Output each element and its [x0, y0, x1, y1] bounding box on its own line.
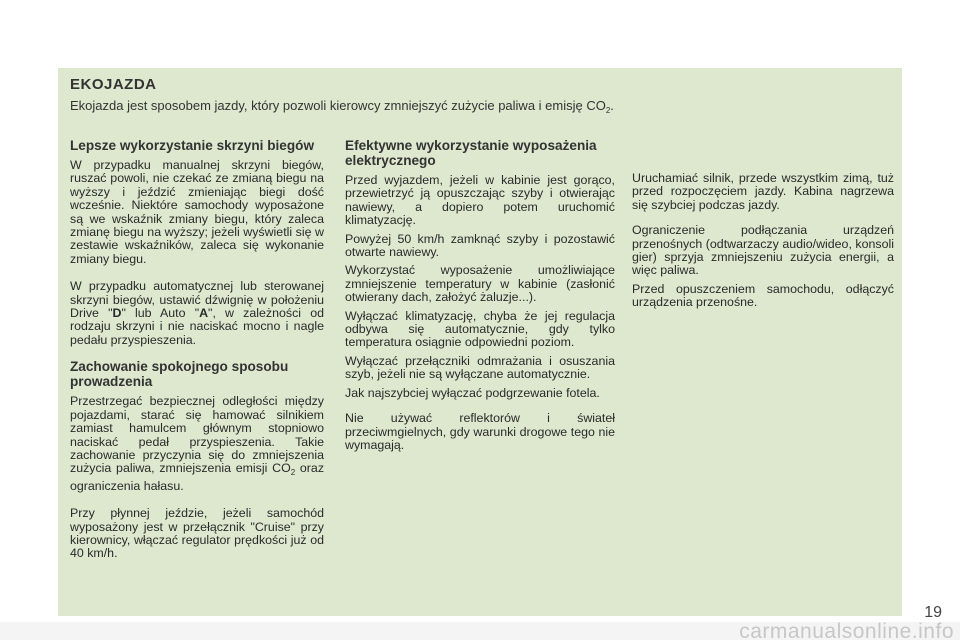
- paragraph: W przypadku manualnej skrzyni biegów, ruszać powoli, nie czekać ze zmianą biegu na wyższy i jeździć zmieniając biegi dość wcześnie. Niektóre samochody wyposażone są we wskaźnik zmiany biegu, który zaleca zmianę biegu na wyższy; jeżeli wyświetli się w zestawie wskaźników, zaleca się wykonanie zmiany biegu.: [70, 158, 324, 266]
- paragraph: Uruchamiać silnik, przede wszystkim zimą, tuż przed rozpoczęciem jazdy. Kabina nagrzewa się szybciej podczas jazdy.: [632, 171, 894, 212]
- column-electrical-continued: [632, 172, 894, 310]
- paragraph: Jak najszybciej wyłączać podgrzewanie fotela.: [345, 385, 600, 400]
- subscript: 2: [290, 468, 296, 478]
- column-gearbox: [70, 138, 324, 561]
- page-title: EKOJAZDA: [70, 76, 157, 93]
- paragraph: Przed wyjazdem, jeżeli w kabinie jest gorąco, przewietrzyć ją opuszczając szyby i otwierając nawiewy, a dopiero potem uruchomić klimatyzację.: [345, 173, 615, 228]
- paragraph: W przypadku automatycznej lub sterowanej skrzyni biegów, ustawić dźwignię w położeniu Drive "D" lub Auto "A", w zależności od rodzaju skrzyni i nie naciskać mocno i nagle pedału przyspieszenia.: [70, 279, 324, 347]
- paragraph: Wyłączać przełączniki odmrażania i osuszania szyb, jeżeli nie są wyłączane automatycznie.: [345, 353, 615, 382]
- page-number: 19: [924, 604, 942, 621]
- subscript: 2: [605, 106, 611, 115]
- paragraph: Nie używać reflektorów i świateł przeciwmgielnych, gdy warunki drogowe tego nie wymagają.: [345, 411, 615, 452]
- watermark: carmanualsonline.info: [739, 620, 954, 643]
- paragraph: Powyżej 50 km/h zamknąć szyby i pozostawić otwarte nawiewy.: [345, 231, 615, 260]
- paragraph: Przy płynnej jeździe, jeżeli samochód wyposażony jest w przełącznik "Cruise" przy kierownicy, włączać regulator prędkości już od 40 km/h.: [70, 506, 324, 561]
- intro-text: Ekojazda jest sposobem jazdy, który pozwoli kierowcy zmniejszyć zużycie paliwa i emisję $CO_2$.: [70, 98, 614, 115]
- column-electrical: [345, 138, 615, 452]
- section-heading: Lepsze wykorzystanie skrzyni biegów: [70, 138, 315, 153]
- paragraph: Ograniczenie podłączania urządzeń przenośnych (odtwarzaczy audio/wideo, konsoli gier) sprzyja zmniejszeniu zużycia energii, a więc paliwa.: [632, 223, 894, 278]
- paragraph: Przed opuszczeniem samochodu, odłączyć urządzenia przenośne.: [632, 281, 894, 310]
- paragraph: Wyłączać klimatyzację, chyba że jej regulacja odbywa się automatycznie, gdy tylko temperatura osiągnie odpowiedni poziom.: [345, 308, 615, 350]
- section-heading: Efektywne wykorzystanie wyposażenia elektrycznego: [345, 138, 597, 168]
- paragraph: Wykorzystać wyposażenie umożliwiające zmniejszenie temperatury w kabinie (zasłonić otwierany dach, założyć żaluzje...).: [345, 263, 615, 305]
- paragraph: Przestrzegać bezpiecznej odległości między pojazdami, starać się hamować silnikiem zamiast hamulcem głównym stopniowo naciskać pedał przyspieszenia. Takie zachowanie przyczynia się do zmniejszenia zużycia paliwa, zmniejszenia emisji $CO_2$ oraz ograniczenia hałasu.: [70, 394, 325, 493]
- section-heading: Zachowanie spokojnego sposobu prowadzenia: [70, 359, 289, 390]
